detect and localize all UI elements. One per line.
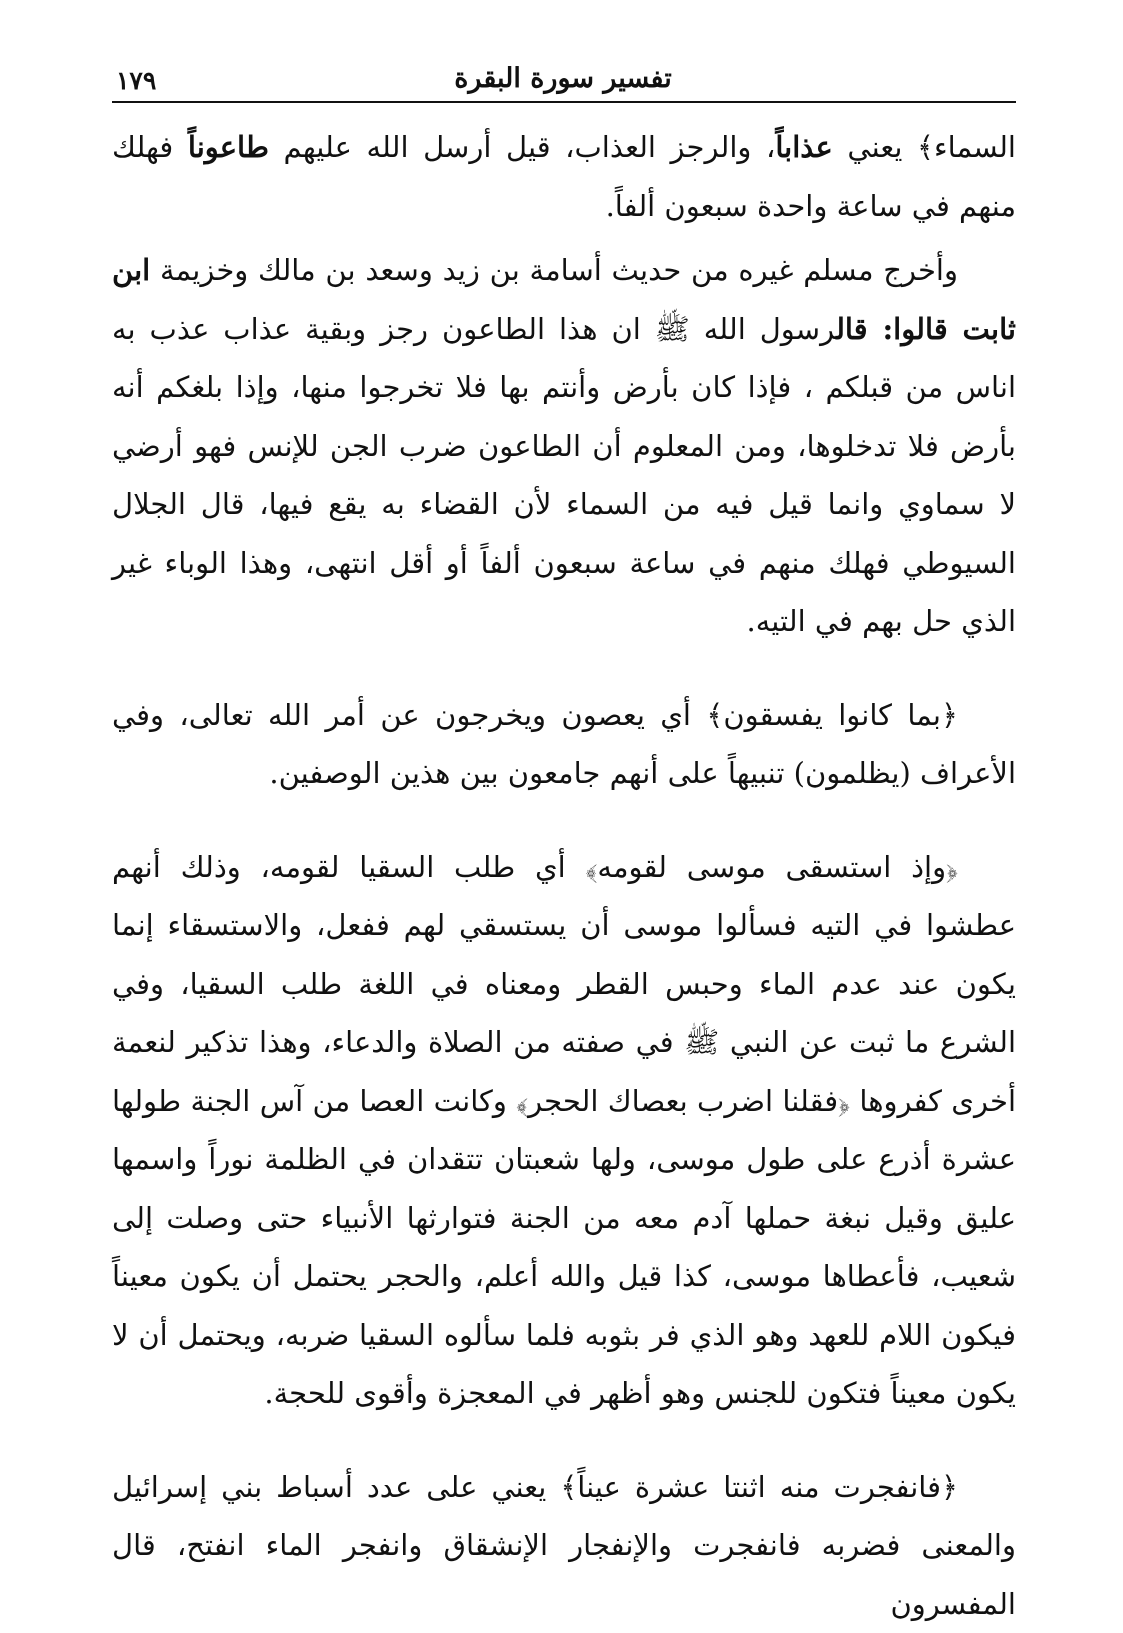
- bold-segment: طاعوناً: [188, 130, 269, 164]
- text-segment: ، والرجز العذاب، قيل أرسل الله عليهم: [269, 130, 775, 164]
- page-header: [112, 62, 1014, 102]
- paragraph-4: [112, 838, 1016, 1423]
- text-segment: رسول الله ﷺ ان هذا الطاعون رجز وبقية عذاب عذب به اناس من قبلكم ، فإذا كان بأرض وأنتم بها فلا تخرجوا منها، وإذا بلغكم أنه بأرض فلا تدخلوها، ومن المعلوم أن الطاعون ضرب الجن للإنس فهو أرضي لا سماوي وانما قيل فيه من السماء لأن القضاء به يقع فيها، قال الجلال السيوطي فهلك منهم في ساعة سبعون ألفاً أو أقل انتهى، وهذا الوباء غير الذي حل بهم في التيه.: [112, 312, 1016, 639]
- bold-segment: عذاباً: [775, 130, 833, 164]
- text-segment: السماء﴾ يعني: [833, 130, 1016, 164]
- paragraph-1: [112, 118, 1016, 235]
- page-number: ١٧٩: [116, 64, 156, 98]
- paragraph-3: [112, 686, 1016, 803]
- text-segment: فهلك منهم في ساعة واحدة سبعون ألفاً.: [112, 130, 1016, 223]
- paragraph-2: [112, 241, 1016, 651]
- text-segment: ﴿وإذ استسقى موسى لقومه﴾ أي طلب السقيا لقومه، وذلك أنهم عطشوا في التيه فسألوا موسى أن يستسقي لهم ففعل، والاستسقاء إنما يكون عند عدم الماء وحبس القطر ومعناه في اللغة طلب السقيا، وفي الشرع ما ثبت عن النبي ﷺ في صفته من الصلاة والدعاء، وهذا تذكير لنعمة أخرى كفروها ﴿فقلنا اضرب بعصاك الحجر﴾ وكانت العصا من آس الجنة طولها عشرة أذرع على طول موسى، ولها شعبتان تتقدان في الظلمة نوراً واسمها عليق وقيل نبغة حملها آدم معه من الجنة فتوارثها الأنبياء حتى وصلت إلى شعيب، فأعطاها موسى، كذا قيل والله أعلم، والحجر يحتمل أن يكون معيناً فيكون اللام للعهد وهو الذي فر بثوبه فلما سألوه السقيا ضربه، ويحتمل أن لا يكون معيناً فتكون للجنس وهو أظهر في المعجزة وأقوى للحجة.: [112, 850, 1016, 1411]
- body-text: [112, 118, 1016, 1633]
- text-segment: ﴿فانفجرت منه اثنتا عشرة عيناً﴾ يعني على عدد أسباط بني إسرائيل والمعنى فضربه فانفجرت والإنفجار الإنشقاق وانفجر الماء انفتح، قال المفسرون: [112, 1470, 1016, 1621]
- running-title: تفسير سورة البقرة: [112, 62, 1014, 96]
- header-rule: [112, 101, 1016, 103]
- bold-segment: ابن ثابت قالوا: قال: [112, 253, 1016, 346]
- text-segment: وأخرج مسلم غيره من حديث أسامة بن زيد وسعد بن مالك وخزيمة: [150, 253, 958, 287]
- text-segment: ﴿بما كانوا يفسقون﴾ أي يعصون ويخرجون عن أمر الله تعالى، وفي الأعراف (يظلمون) تنبيهاً على أنهم جامعون بين هذين الوصفين.: [112, 698, 1016, 791]
- paragraph-5: [112, 1458, 1016, 1633]
